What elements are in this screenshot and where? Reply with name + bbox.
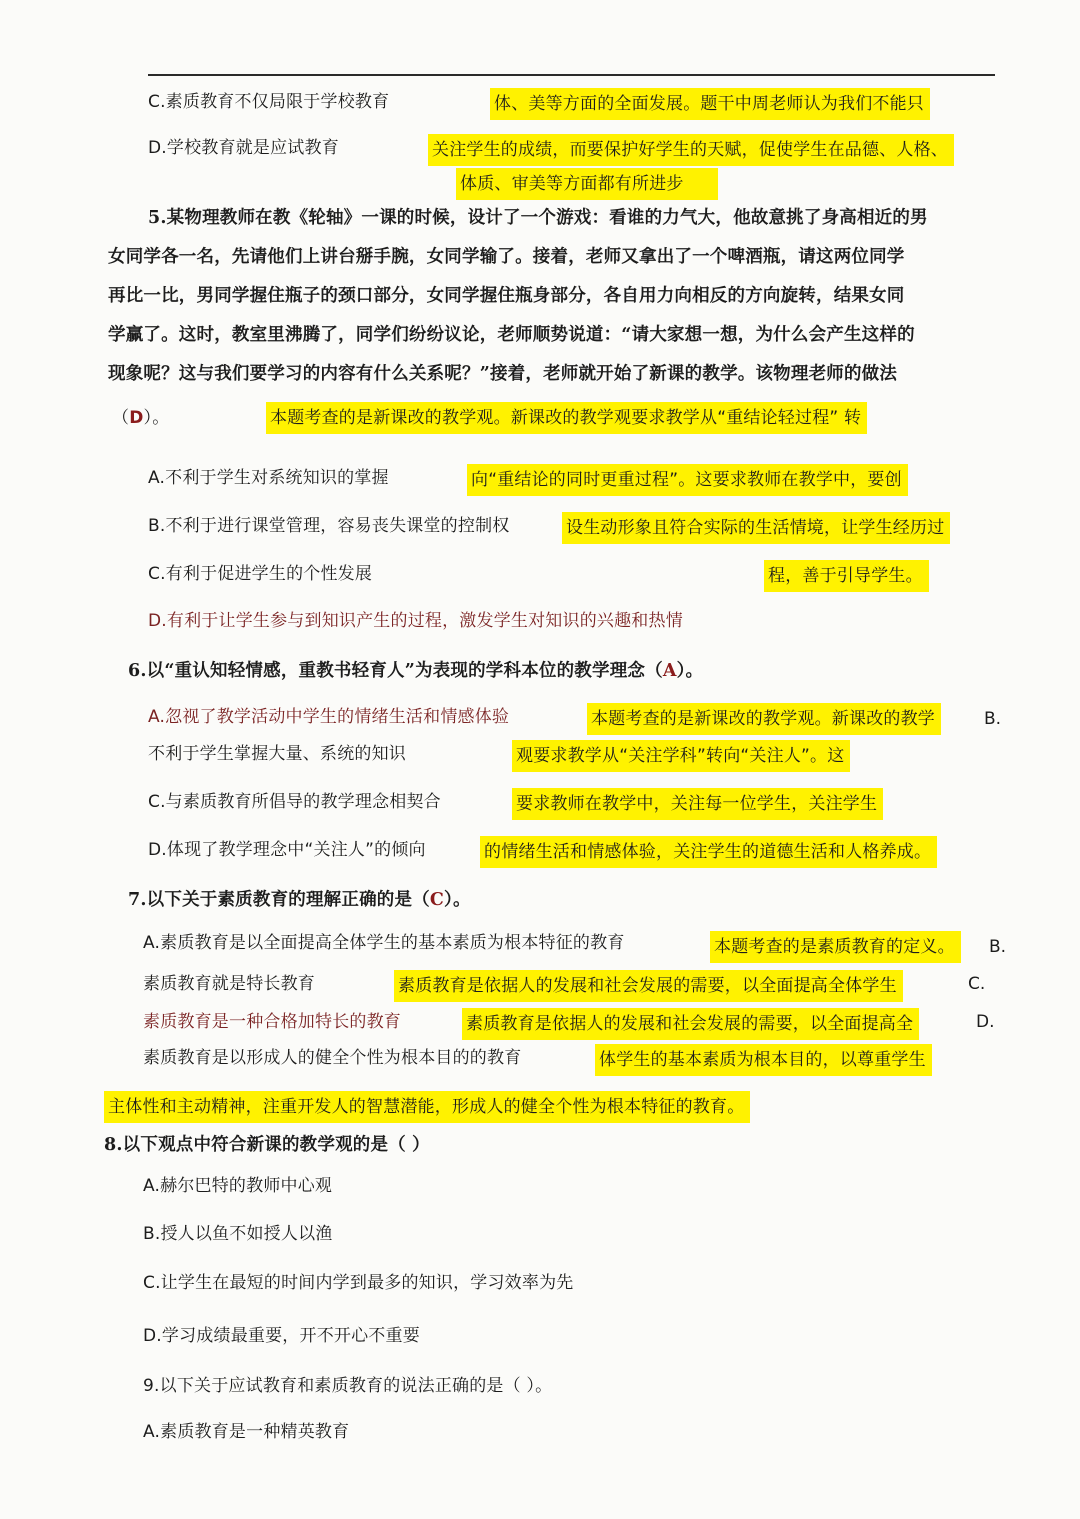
q5-option-a: A.不利于学生对系统知识的掌握 — [148, 468, 389, 488]
q7-explanation-line-5: 主体性和主动精神，注重开发人的智慧潜能，形成人的健全个性为根本特征的教育。 — [104, 1091, 750, 1123]
q4-option-d: D.学校教育就是应试教育 — [148, 138, 339, 158]
q6-stem: 6.以“重认知轻情感，重教书轻育人”为表现的学科本位的教学理念（A）。 — [128, 661, 704, 681]
q8-option-b: B.授人以鱼不如授人以渔 — [143, 1224, 333, 1244]
q8-option-a: A.赫尔巴特的教师中心观 — [143, 1176, 333, 1196]
q8-option-c: C.让学生在最短的时间内学到最多的知识，学习效率为先 — [143, 1273, 574, 1293]
q8-option-d: D.学习成绩最重要，开不开心不重要 — [143, 1326, 420, 1346]
q7-option-c: 素质教育是一种合格加特长的教育 — [143, 1012, 401, 1032]
q7-option-d: 素质教育是以形成人的健全个性为根本目的的教育 — [143, 1048, 522, 1068]
q7-explanation-line-4: 体学生的基本素质为根本目的，以尊重学生 — [595, 1044, 932, 1076]
q5-answer: D — [129, 408, 144, 428]
q7-option-b-prefix: B. — [989, 937, 1007, 957]
q5-explanation-line-4: 程，善于引导学生。 — [764, 560, 929, 592]
q7-stem: 7.以下关于素质教育的理解正确的是（C）。 — [128, 890, 471, 910]
q5-stem-line-4: 学赢了。这时，教室里沸腾了，同学们纷纷议论，老师顺势说道：“请大家想一想，为什么会产生这样的 — [108, 325, 915, 345]
q5-explanation-line-3: 设生动形象且符合实际的生活情境，让学生经历过 — [562, 512, 950, 544]
q6-explanation-line-1: 本题考查的是新课改的教学观。新课改的教学 — [587, 703, 941, 735]
q6-explanation-line-4: 的情绪生活和情感体验，关注学生的道德生活和人格养成。 — [480, 836, 937, 868]
q6-option-b: 不利于学生掌握大量、系统的知识 — [148, 744, 406, 764]
q9-stem: 9.以下关于应试教育和素质教育的说法正确的是（ ）。 — [143, 1376, 553, 1396]
q9-option-a: A.素质教育是一种精英教育 — [143, 1422, 350, 1442]
q5-explanation-line-1: 本题考查的是新课改的教学观。新课改的教学观要求教学从“重结论轻过程” 转 — [266, 402, 867, 434]
q5-stem-line-3: 再比一比，男同学握住瓶子的颈口部分，女同学握住瓶身部分，各自用力向相反的方向旋转，结果女同 — [108, 286, 905, 306]
q4-option-c: C.素质教育不仅局限于学校教育 — [148, 92, 390, 112]
q5-stem-line-5: 现象呢？这与我们要学习的内容有什么关系呢？”接着，老师就开始了新课的教学。该物理老师的做法 — [108, 364, 898, 384]
q5-option-b: B.不利于进行课堂管理，容易丧失课堂的控制权 — [148, 516, 510, 536]
q6-explanation-line-3: 要求教师在教学中，关注每一位学生，关注学生 — [512, 788, 883, 820]
q6-answer: A — [662, 661, 677, 681]
q6-explanation-line-2: 观要求教学从“关注学科”转向“关注人”。这 — [512, 740, 850, 772]
q5-stem-line-2: 女同学各一名，先请他们上讲台掰手腕，女同学输了。接着，老师又拿出了一个啤酒瓶，请这两位同学 — [108, 247, 905, 267]
q5-option-c: C.有利于促进学生的个性发展 — [148, 564, 373, 584]
q6-option-d: D.体现了教学理念中“关注人”的倾向 — [148, 840, 426, 860]
q4-explanation-line-3: 体质、审美等方面都有所进步 — [456, 168, 718, 200]
q7-explanation-line-3: 素质教育是依据人的发展和社会发展的需要，以全面提高全 — [462, 1008, 919, 1040]
q7-answer: C — [429, 890, 445, 910]
q8-stem: 8.以下观点中符合新课的教学观的是（ ） — [104, 1135, 430, 1155]
q5-answer-paren: （D）。 — [112, 408, 170, 428]
q5-explanation-line-2: 向“重结论的同时更重过程”。这要求教师在教学中，要创 — [467, 464, 908, 496]
q6-option-c: C.与素质教育所倡导的教学理念相契合 — [148, 792, 441, 812]
q7-option-d-prefix: D. — [976, 1012, 995, 1032]
q5-stem-line-1: 5.某物理教师在教《轮轴》一课的时候，设计了一个游戏：看谁的力气大，他故意挑了身高相近的男 — [148, 208, 928, 228]
q4-explanation-line-2: 关注学生的成绩，而要保护好学生的天赋，促使学生在品德、人格、 — [428, 134, 954, 166]
q7-option-b: 素质教育就是特长教育 — [143, 974, 315, 994]
q5-option-d: D.有利于让学生参与到知识产生的过程，激发学生对知识的兴趣和热情 — [148, 611, 683, 631]
q7-explanation-line-2: 素质教育是依据人的发展和社会发展的需要，以全面提高全体学生 — [394, 970, 903, 1002]
q6-option-b-prefix: B. — [984, 709, 1002, 729]
q4-explanation-line-1: 体、美等方面的全面发展。题干中周老师认为我们不能只 — [490, 88, 930, 120]
top-rule — [148, 74, 995, 76]
q6-option-a: A.忽视了教学活动中学生的情绪生活和情感体验 — [148, 707, 510, 727]
q7-option-c-prefix: C. — [968, 974, 986, 994]
q7-explanation-line-1: 本题考查的是素质教育的定义。 — [710, 931, 961, 963]
q7-option-a: A.素质教育是以全面提高全体学生的基本素质为根本特征的教育 — [143, 933, 625, 953]
